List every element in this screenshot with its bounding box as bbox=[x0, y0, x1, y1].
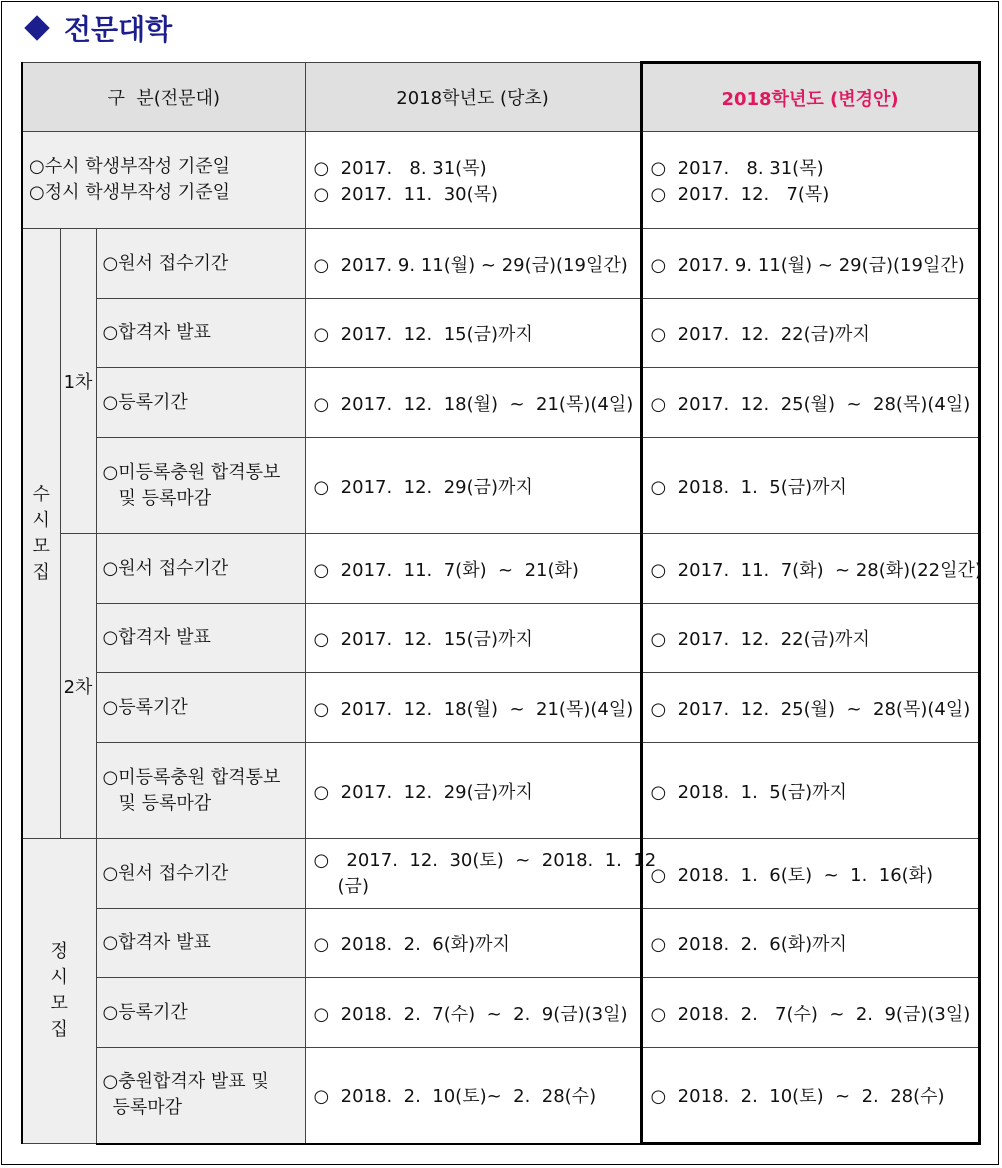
intro-labels bbox=[22, 132, 305, 229]
row-original: ○ 2017. 12. 29(금)까지 bbox=[305, 438, 641, 534]
header-category: 구 분(전문대) bbox=[22, 63, 305, 132]
intro-row bbox=[22, 132, 979, 229]
row-original: ○ 2017. 12. 15(금)까지 bbox=[305, 299, 641, 368]
intro-label-susi: ○수시 학생부작성 기준일 bbox=[29, 156, 231, 177]
row-item: ○원서 접수기간 bbox=[96, 534, 305, 604]
jeongsi-char: 시 bbox=[50, 967, 68, 988]
row-item: ○합격자 발표 bbox=[96, 604, 305, 673]
row-revised: ○ 2017. 12. 25(월) ~ 28(목)(4일) bbox=[641, 368, 979, 438]
susi-char: 시 bbox=[32, 509, 50, 531]
susi-label bbox=[22, 229, 60, 839]
row-revised: ○ 2018. 2. 7(수) ~ 2. 9(금)(3일) bbox=[641, 978, 979, 1048]
table-row bbox=[22, 673, 979, 743]
row-revised: ○ 2018. 1. 6(토) ~ 1. 16(화) bbox=[641, 839, 979, 909]
schedule-table bbox=[21, 61, 981, 1145]
row-revised: ○ 2017. 12. 25(월) ~ 28(목)(4일) bbox=[641, 673, 979, 743]
row-original bbox=[305, 839, 657, 909]
row-item: ○원서 접수기간 bbox=[96, 839, 305, 909]
row-item-line1: ○미등록충원 합격통보 bbox=[102, 766, 281, 788]
row-item: ○원서 접수기간 bbox=[96, 229, 305, 299]
row-original: ○ 2017. 12. 18(월) ~ 21(목)(4일) bbox=[305, 368, 641, 438]
jeongsi-char: 모 bbox=[50, 993, 68, 1014]
table-row bbox=[22, 534, 979, 604]
intro-original-jeongsi: ○ 2017. 11. 30(목) bbox=[313, 184, 499, 205]
table-row bbox=[22, 438, 979, 534]
row-original: ○ 2017. 12. 18(월) ~ 21(목)(4일) bbox=[305, 673, 641, 743]
table-row bbox=[22, 229, 979, 299]
jeongsi-char: 정 bbox=[50, 941, 68, 962]
table-row bbox=[22, 743, 979, 839]
header-row bbox=[22, 63, 979, 132]
row-revised: ○ 2017. 11. 7(화) ~ 28(화)(22일간) bbox=[641, 534, 979, 604]
row-item bbox=[96, 743, 305, 839]
row-revised: ○ 2018. 1. 5(금)까지 bbox=[641, 438, 979, 534]
table-row bbox=[22, 299, 979, 368]
table-row bbox=[22, 839, 979, 909]
row-item-line1: ○충원합격자 발표 및 bbox=[102, 1071, 269, 1093]
row-original: ○ 2018. 2. 7(수) ~ 2. 9(금)(3일) bbox=[305, 978, 641, 1048]
row-revised: ○ 2017. 9. 11(월) ~ 29(금)(19일간) bbox=[641, 229, 979, 299]
row-item-line1: ○미등록충원 합격통보 bbox=[102, 461, 281, 483]
row-revised: ○ 2017. 12. 22(금)까지 bbox=[641, 299, 979, 368]
row-original-line2: (금) bbox=[337, 875, 369, 897]
row-revised: ○ 2018. 2. 10(토) ~ 2. 28(수) bbox=[641, 1048, 979, 1144]
row-item: ○합격자 발표 bbox=[96, 909, 305, 978]
table-row bbox=[22, 368, 979, 438]
page-title-text: 전문대학 bbox=[64, 13, 173, 46]
jeongsi-label bbox=[22, 839, 96, 1144]
row-original: ○ 2017. 12. 29(금)까지 bbox=[305, 743, 641, 839]
intro-revised-susi: ○ 2017. 8. 31(목) bbox=[650, 158, 824, 179]
intro-revised-jeongsi: ○ 2017. 12. 7(목) bbox=[650, 184, 830, 205]
table-row bbox=[22, 604, 979, 673]
intro-original-susi: ○ 2017. 8. 31(목) bbox=[313, 158, 487, 179]
susi-char: 수 bbox=[32, 483, 50, 505]
row-item bbox=[96, 438, 305, 534]
row-item-line2: 및 등록마감 bbox=[118, 792, 212, 814]
susi-char: 집 bbox=[32, 561, 50, 583]
table-row bbox=[22, 1048, 979, 1144]
row-original: ○ 2017. 11. 7(화) ~ 21(화) bbox=[305, 534, 641, 604]
intro-revised bbox=[641, 132, 979, 229]
row-item: ○등록기간 bbox=[96, 978, 305, 1048]
row-original: ○ 2017. 9. 11(월) ~ 29(금)(19일간) bbox=[305, 229, 641, 299]
header-revised: 2018학년도 (변경안) bbox=[641, 63, 979, 132]
row-original: ○ 2017. 12. 15(금)까지 bbox=[305, 604, 641, 673]
row-original: ○ 2018. 2. 6(화)까지 bbox=[305, 909, 641, 978]
row-original-line1: ○ 2017. 12. 30(토) ~ 2018. 1. 12 bbox=[313, 849, 657, 871]
round2-label: 2차 bbox=[60, 534, 96, 839]
table-row bbox=[22, 978, 979, 1048]
row-revised: ○ 2018. 1. 5(금)까지 bbox=[641, 743, 979, 839]
row-item-line2: 등록마감 bbox=[112, 1097, 183, 1119]
page-title bbox=[22, 8, 172, 48]
diamond-bullet-icon bbox=[24, 15, 49, 40]
row-item bbox=[96, 1048, 305, 1144]
row-original: ○ 2018. 2. 10(토)~ 2. 28(수) bbox=[305, 1048, 641, 1144]
header-original: 2018학년도 (당초) bbox=[305, 63, 641, 132]
intro-original bbox=[305, 132, 641, 229]
susi-char: 모 bbox=[32, 535, 50, 557]
row-revised: ○ 2018. 2. 6(화)까지 bbox=[641, 909, 979, 978]
row-revised: ○ 2017. 12. 22(금)까지 bbox=[641, 604, 979, 673]
intro-label-jeongsi: ○정시 학생부작성 기준일 bbox=[29, 182, 231, 203]
row-item: ○합격자 발표 bbox=[96, 299, 305, 368]
table-row bbox=[22, 909, 979, 978]
jeongsi-char: 집 bbox=[50, 1019, 68, 1040]
row-item: ○등록기간 bbox=[96, 673, 305, 743]
row-item-line2: 및 등록마감 bbox=[118, 487, 212, 509]
round1-label: 1차 bbox=[60, 229, 96, 534]
row-item: ○등록기간 bbox=[96, 368, 305, 438]
